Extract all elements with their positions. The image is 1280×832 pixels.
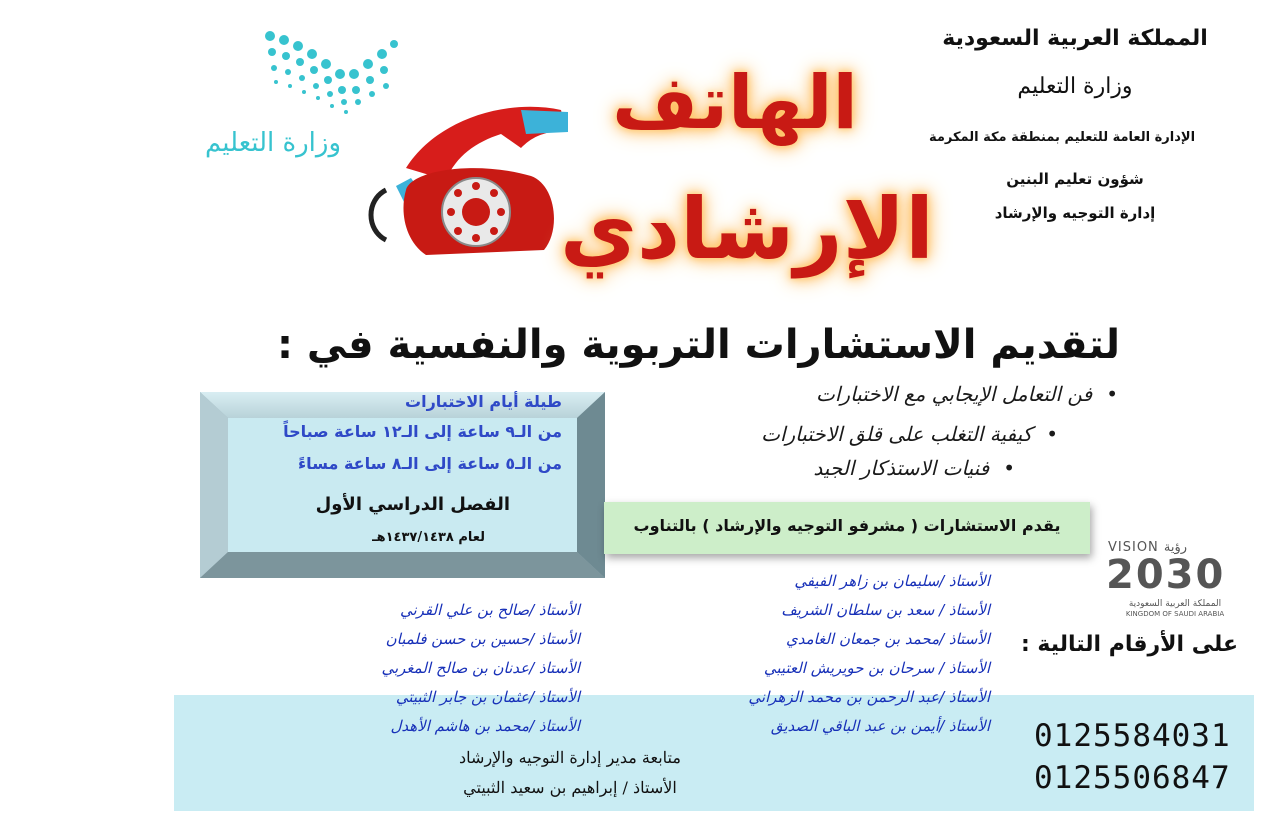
phone-number: 0125506847 [1034, 760, 1231, 796]
consultant-name: الأستاذ /عبد الرحمن بن محمد الزهراني [748, 688, 990, 706]
consultants-banner [604, 502, 1090, 554]
ministry-logo-text: وزارة التعليم [204, 128, 342, 158]
vision-word: VISION رؤية [1108, 540, 1188, 555]
boys-affairs-heading: شؤون تعليم البنين [1006, 170, 1144, 188]
schedule-period: طيلة أيام الاختبارات [405, 392, 562, 411]
consultant-name: الأستاذ /محمد بن جمعان الغامدي [785, 630, 990, 648]
consultant-name: الأستاذ /أيمن بن عبد الباقي الصديق [770, 717, 990, 735]
consultant-name: الأستاذ / سرحان بن حويريش العتيبي [763, 659, 990, 677]
directorate-heading: الإدارة العامة للتعليم بمنطقة مكة المكرمة [928, 130, 1196, 145]
supervisor-title: متابعة مدير إدارة التوجيه والإرشاد [459, 748, 681, 767]
consultant-name: الأستاذ /صالح بن علي القرني [399, 601, 580, 619]
schedule-evening: من الـ٥ ساعة إلى الـ٨ ساعة مساءً [298, 454, 562, 473]
guidance-department-heading: إدارة التوجيه والإرشاد [994, 204, 1156, 222]
kingdom-heading: المملكة العربية السعودية [942, 26, 1208, 51]
consultant-name: الأستاذ /سليمان بن زاهر الفيفي [794, 572, 990, 590]
consultant-name: الأستاذ /حسين بن حسن فلمبان [385, 630, 580, 648]
consultant-name: الأستاذ /محمد بن هاشم الأهدل [390, 717, 580, 735]
consultants-banner-text: يقدم الاستشارات ( مشرفو التوجيه والإرشاد ) بالتناوب [633, 516, 1061, 535]
telephone-icon [356, 90, 576, 270]
title-line-1: الهاتف [612, 60, 858, 146]
schedule-morning: من الـ٩ ساعة إلى الـ١٢ ساعة صباحاً [283, 422, 562, 441]
phone-number: 0125584031 [1034, 718, 1231, 754]
vision-2030-logo [1102, 538, 1248, 620]
numbers-label: على الأرقام التالية : [1020, 632, 1238, 657]
topic-item: • كيفية التغلب على قلق الاختبارات [761, 422, 1058, 446]
supervisor-name: الأستاذ / إبراهيم بن سعيد الثبيتي [463, 778, 677, 797]
vision-arabic: المملكة العربية السعودية [1128, 599, 1222, 609]
subtitle: لتقديم الاستشارات التربوية والنفسية في : [276, 322, 1120, 368]
schedule-box [200, 392, 605, 578]
vision-number: 2030 [1106, 552, 1226, 598]
topic-item: • فنيات الاستذكار الجيد [813, 456, 1015, 480]
schedule-semester: الفصل الدراسي الأول [315, 494, 510, 515]
ministry-heading: وزارة التعليم [1017, 74, 1133, 99]
title-line-2: الإرشادي [560, 180, 934, 278]
consultant-name: الأستاذ / سعد بن سلطان الشريف [781, 601, 990, 619]
consultant-name: الأستاذ /عدنان بن صالح المغربي [381, 659, 580, 677]
schedule-year: لعام ١٤٣٧/١٤٣٨هـ [372, 530, 485, 545]
vision-english: KINGDOM OF SAUDI ARABIA [1125, 610, 1225, 618]
consultant-name: الأستاذ /عثمان بن جابر الثبيتي [395, 688, 580, 706]
topic-item: • فن التعامل الإيجابي مع الاختبارات [816, 382, 1118, 406]
